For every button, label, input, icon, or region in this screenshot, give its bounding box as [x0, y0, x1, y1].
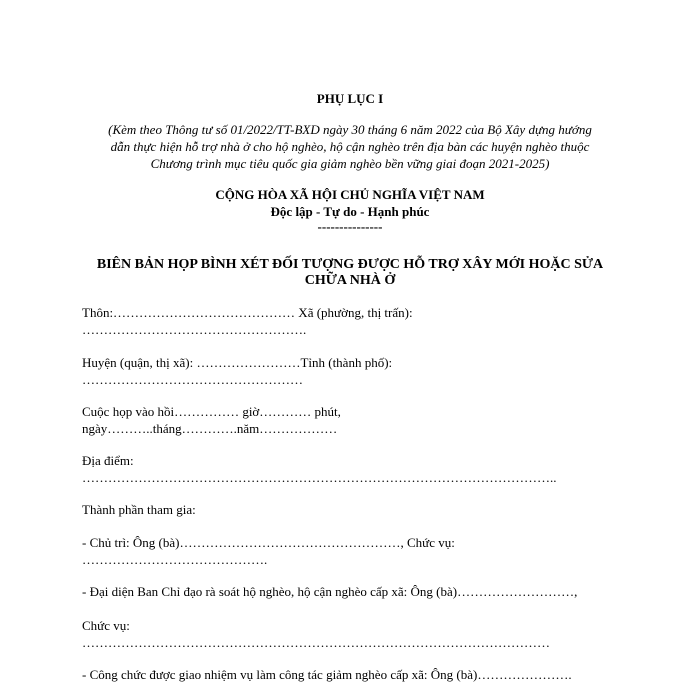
position-label: Chức vụ:	[82, 618, 130, 633]
subtitle-line-2: dẫn thực hiện hỗ trợ nhà ở cho hộ nghèo, hộ cận nghèo trên địa bàn các huyện nghèo thuộc	[110, 139, 590, 154]
meeting-date-field: ngày………..tháng………….năm………………	[82, 421, 338, 436]
place-dots: ………………………………………………………………………………………………..	[82, 470, 557, 485]
huyen-field: Huyện (quận, thị xã): ……………………Tỉnh (thành phố):	[82, 355, 393, 370]
document-heading-line-1: BIÊN BẢN HỌP BÌNH XÉT ĐỐI TƯỢNG ĐƯỢC HỖ TRỢ XÂY MỚI HOẶC SỬA	[96, 257, 604, 272]
chair-field: - Chủ trì: Ông (bà)……………………………………………, Chức vụ:	[82, 535, 455, 550]
divider: ---------------	[317, 219, 383, 234]
members-label: Thành phần tham gia:	[82, 502, 196, 517]
officer-field: - Công chức được giao nhiệm vụ làm công tác giảm nghèo cấp xã: Ông (bà)………………….	[82, 667, 572, 682]
thon-field: Thôn:…………………………………… Xã (phường, thị trấn):	[82, 305, 413, 320]
chair-dots: …………………………………….	[82, 552, 268, 567]
appendix-title: PHỤ LỤC I	[316, 91, 384, 106]
representative-field: - Đại diện Ban Chỉ đạo rà soát hộ nghèo, hộ cận nghèo cấp xã: Ông (bà)………………………,	[82, 584, 578, 599]
subtitle-line-3: Chương trình mục tiêu quốc gia giảm nghèo bền vững giai đoạn 2021-2025)	[150, 156, 550, 171]
place-label: Địa điểm:	[82, 453, 134, 468]
motto: Độc lập - Tự do - Hạnh phúc	[270, 204, 430, 219]
position-dots: ………………………………………………………………………………………………	[82, 635, 550, 650]
thon-dots: …………………………………………….	[82, 322, 307, 337]
subtitle-line-1: (Kèm theo Thông tư số 01/2022/TT-BXD ngày 30 tháng 6 năm 2022 của Bộ Xây dựng hướng	[108, 122, 592, 137]
document-heading-line-2: CHỮA NHÀ Ở	[304, 273, 396, 288]
meeting-time-field: Cuộc họp vào hồi…………… giờ………… phút,	[82, 404, 341, 419]
huyen-dots: ……………………………………………	[82, 372, 303, 387]
nation-title: CỘNG HÒA XÃ HỘI CHỦ NGHĨA VIỆT NAM	[215, 187, 485, 202]
